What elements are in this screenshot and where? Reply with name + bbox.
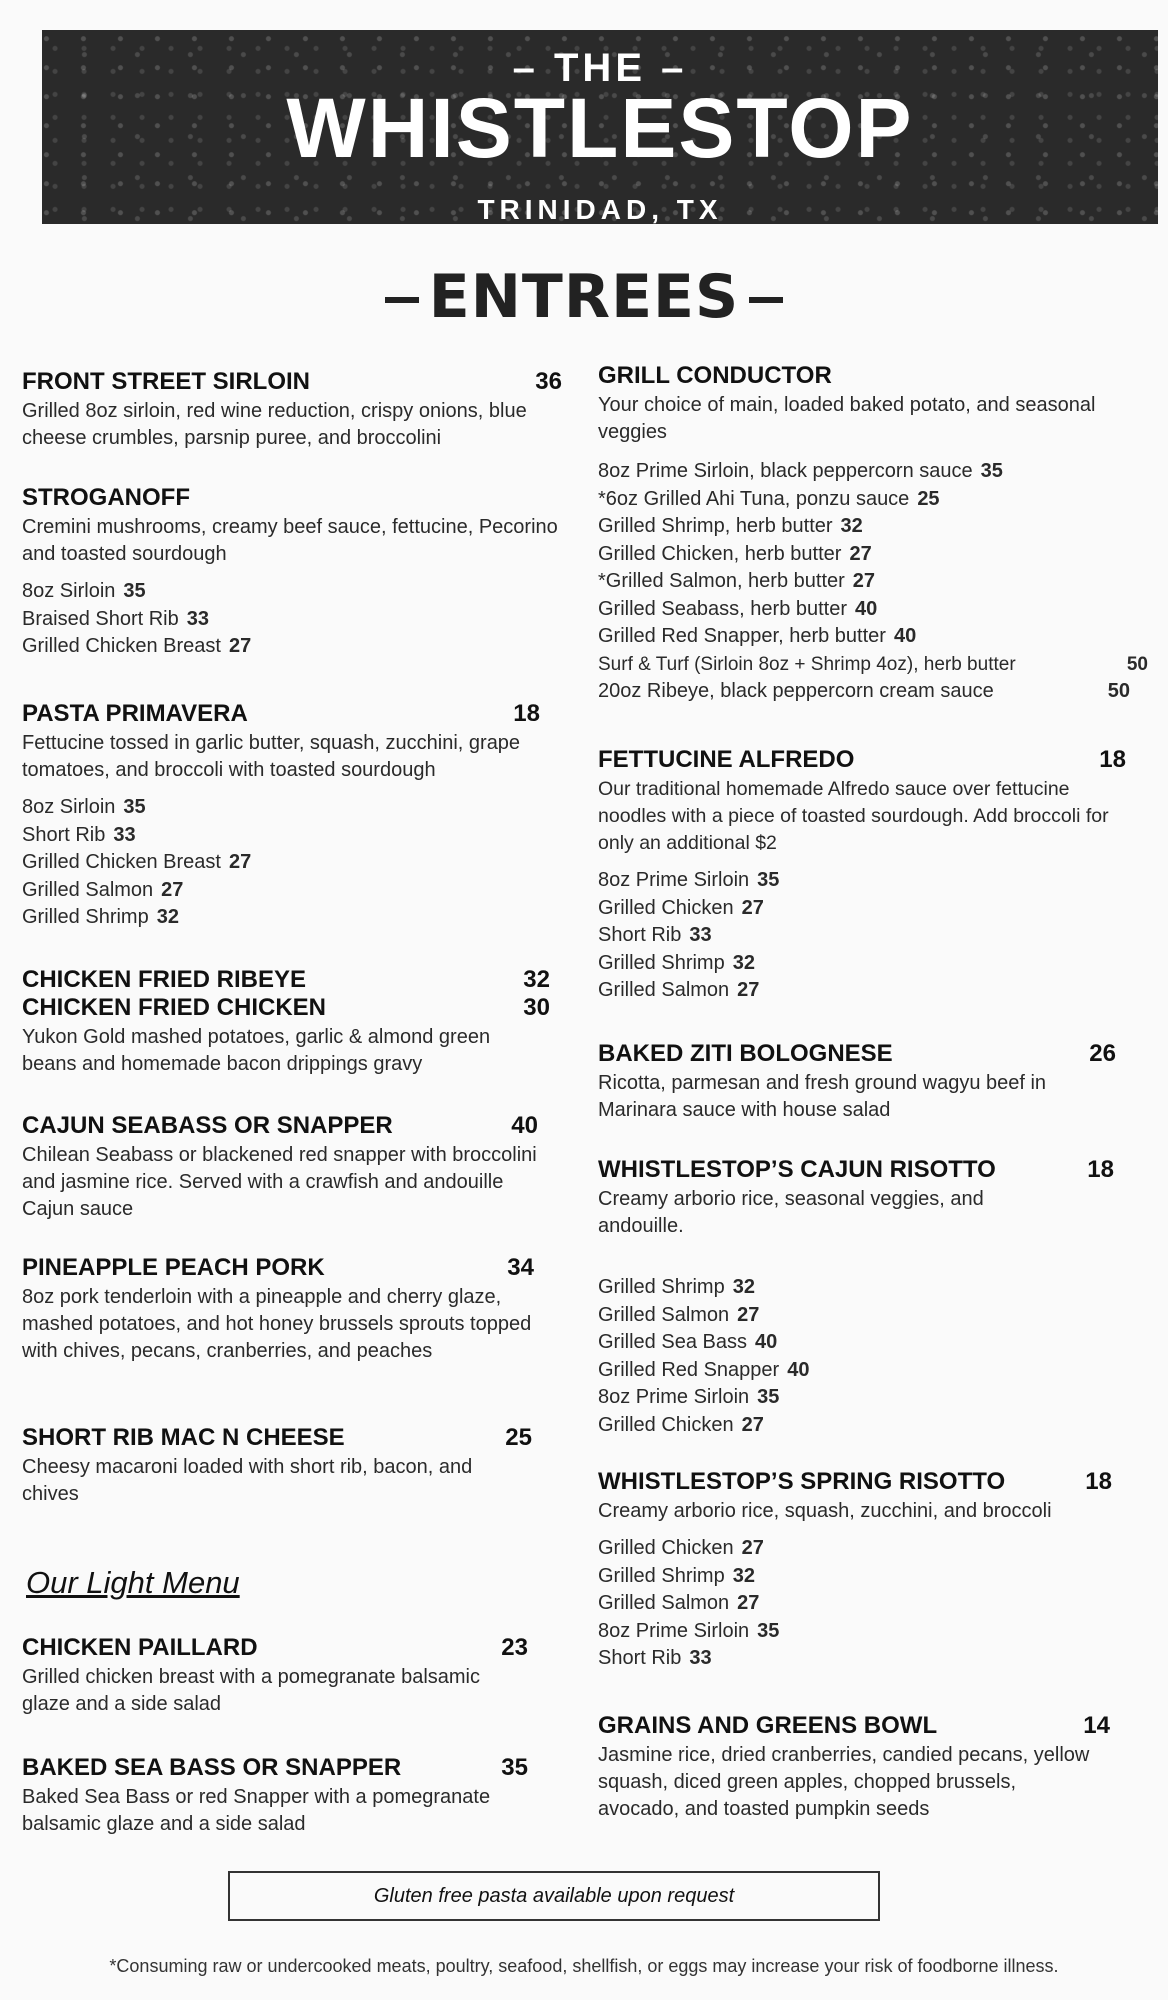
item-price: 23 — [501, 1634, 528, 1661]
option-row — [598, 1535, 1112, 1563]
option-label: 8oz Prime Sirloin — [598, 869, 750, 891]
option-label: 8oz Prime Sirloin — [598, 1386, 750, 1408]
option-price: 27 — [741, 1537, 764, 1559]
menu-item-pasta-primavera — [22, 700, 570, 932]
option-label: Grilled Shrimp — [22, 906, 149, 928]
item-price: 18 — [1099, 746, 1126, 773]
menu-item-cajun-risotto — [598, 1156, 1114, 1439]
option-price: 27 — [737, 1592, 760, 1614]
section-title — [0, 262, 1168, 332]
item-description: Grilled chicken breast with a pomegranate balsamic glaze and a side salad — [22, 1666, 480, 1715]
option-row — [598, 623, 1148, 651]
option-label: Grilled Salmon — [598, 1592, 730, 1614]
option-row — [598, 1357, 1114, 1385]
option-row — [598, 1590, 1112, 1618]
menu-item-baked-sea-bass — [22, 1754, 528, 1838]
restaurant-city: TRINIDAD, TX — [477, 194, 723, 225]
option-price: 35 — [980, 460, 1003, 482]
option-row — [598, 1645, 1112, 1673]
menu-item-grill-conductor — [598, 362, 1148, 706]
item-name: STROGANOFF — [22, 484, 190, 511]
item-options — [22, 578, 562, 661]
option-label: Grilled Shrimp — [598, 951, 725, 974]
option-label: Short Rib — [22, 823, 106, 846]
option-row — [598, 1384, 1114, 1412]
item-price: 25 — [505, 1424, 532, 1451]
option-price: 33 — [113, 823, 136, 846]
item-price: 35 — [501, 1754, 528, 1781]
menu-item-short-rib-mac — [22, 1424, 532, 1508]
restaurant-name: WHISTLESTOP — [286, 81, 914, 175]
option-row — [598, 568, 1148, 596]
option-row — [598, 486, 1148, 514]
health-disclaimer: *Consuming raw or undercooked meats, poultry, seafood, shellfish, or eggs may increase your risk of foodborne illness. — [109, 1956, 1059, 1976]
option-row — [22, 578, 562, 606]
item-price: 32 — [523, 966, 550, 993]
option-row — [22, 849, 570, 877]
item-options — [598, 867, 1126, 1005]
item-options — [598, 1274, 1114, 1439]
option-label: Grilled Shrimp, herb butter — [598, 515, 833, 537]
option-row — [22, 794, 570, 822]
item-name: SHORT RIB MAC N CHEESE — [22, 1424, 345, 1451]
item-description: Creamy arborio rice, squash, zucchini, and broccoli — [598, 1500, 1052, 1522]
option-price: 27 — [852, 570, 876, 592]
option-row — [22, 633, 562, 661]
item-options — [598, 1535, 1112, 1673]
menu-item-chicken-paillard — [22, 1634, 528, 1718]
option-label: *6oz Grilled Ahi Tuna, ponzu sauce — [598, 487, 910, 510]
item-options — [598, 458, 1148, 706]
item-price: 18 — [1085, 1468, 1112, 1495]
item-description: Creamy arborio rice, seasonal veggies, and andouille. — [598, 1188, 984, 1237]
menu-item-fettucine-alfredo — [598, 746, 1126, 1005]
item-name: GRAINS AND GREENS BOWL — [598, 1712, 938, 1739]
item-name: GRILL CONDUCTOR — [598, 362, 832, 389]
option-row — [598, 1618, 1112, 1646]
option-price: 35 — [123, 796, 146, 818]
title-dash-right — [749, 297, 783, 303]
item-name: WHISTLESTOP’S CAJUN RISOTTO — [598, 1156, 996, 1183]
menu-item-chicken-fried — [22, 966, 550, 1078]
item-price: 34 — [507, 1254, 534, 1281]
item-name: CHICKEN PAILLARD — [22, 1634, 258, 1661]
menu-item-stroganoff — [22, 484, 562, 661]
option-label: Grilled Sea Bass — [598, 1331, 747, 1353]
item-name: BAKED ZITI BOLOGNESE — [598, 1040, 893, 1067]
option-price: 32 — [732, 1276, 755, 1298]
item-options — [22, 794, 570, 932]
option-price: 27 — [849, 542, 872, 565]
option-label: Grilled Chicken — [598, 1537, 734, 1559]
item-description: Cremini mushrooms, creamy beef sauce, fettucine, Pecorino and toasted sourdough — [22, 516, 558, 565]
option-price: 35 — [757, 1386, 780, 1408]
item-description: Yukon Gold mashed potatoes, garlic & almond green beans and homemade bacon drippings gravy — [22, 1026, 491, 1075]
option-label: 8oz Prime Sirloin, black peppercorn sauce — [598, 460, 973, 482]
option-label: Short Rib — [598, 1647, 682, 1669]
option-label: Short Rib — [598, 924, 682, 946]
option-price: 32 — [840, 515, 863, 537]
option-label: Grilled Chicken, herb butter — [598, 542, 842, 565]
item-name: WHISTLESTOP’S SPRING RISOTTO — [598, 1468, 1006, 1495]
option-price: 27 — [228, 635, 252, 657]
option-price: 27 — [161, 878, 184, 901]
option-price: 33 — [689, 924, 712, 946]
option-row — [598, 596, 1148, 624]
option-price: 27 — [228, 851, 252, 873]
title-dash-left — [385, 297, 419, 303]
option-row — [22, 822, 570, 850]
option-label: 20oz Ribeye, black peppercorn cream sauce — [598, 680, 994, 702]
option-row — [598, 651, 1148, 679]
item-price: 26 — [1089, 1040, 1116, 1067]
item-description: Fettucine tossed in garlic butter, squash, zucchini, grape tomatoes, and broccoli with toasted sourdough — [22, 732, 521, 781]
item-description: Grilled 8oz sirloin, red wine reduction, crispy onions, blue cheese crumbles, parsnip puree, and broccolini — [22, 400, 527, 449]
option-row — [598, 922, 1126, 950]
menu-item-grains-greens — [598, 1712, 1110, 1823]
option-row — [598, 1274, 1114, 1302]
option-row — [22, 606, 562, 634]
option-price: 40 — [787, 1358, 810, 1381]
item-description: Our traditional homemade Alfredo sauce over fettucine noodles with a piece of toasted sourdough. Add broccoli for only an additional $2 — [598, 778, 1109, 854]
option-label: Grilled Salmon — [22, 878, 154, 901]
menu-item-pineapple-peach-pork — [22, 1254, 534, 1365]
option-label: *Grilled Salmon, herb butter — [598, 570, 845, 592]
item-price: 18 — [513, 700, 540, 727]
item-name: PINEAPPLE PEACH PORK — [22, 1254, 325, 1281]
item-name: CHICKEN FRIED RIBEYE — [22, 966, 307, 993]
option-label: Grilled Chicken Breast — [22, 851, 221, 873]
option-label: Grilled Shrimp — [598, 1276, 725, 1298]
option-row — [22, 877, 570, 905]
option-label: Braised Short Rib — [22, 607, 179, 630]
option-row — [598, 950, 1126, 978]
option-row — [598, 541, 1148, 569]
item-price: 36 — [535, 368, 562, 395]
option-price: 32 — [732, 951, 755, 974]
option-label: Grilled Shrimp — [598, 1564, 725, 1587]
option-price: 27 — [737, 1303, 760, 1326]
item-description: Baked Sea Bass or red Snapper with a pomegranate balsamic glaze and a side salad — [22, 1786, 491, 1835]
option-price: 33 — [186, 607, 209, 630]
item-price: 18 — [1087, 1156, 1114, 1183]
item-name: PASTA PRIMAVERA — [22, 700, 248, 727]
item-description: Cheesy macaroni loaded with short rib, bacon, and chives — [22, 1456, 473, 1505]
option-label: 8oz Sirloin — [22, 796, 116, 818]
item-description: Ricotta, parmesan and fresh ground wagyu beef in Marinara sauce with house salad — [598, 1072, 1047, 1121]
option-price: 50 — [1126, 653, 1148, 675]
option-row — [598, 678, 1148, 706]
menu-item-baked-ziti — [598, 1040, 1116, 1124]
option-row — [598, 513, 1148, 541]
option-row — [598, 1302, 1114, 1330]
item-description: 8oz pork tenderloin with a pineapple and cherry glaze, mashed potatoes, and hot honey brussels sprouts topped with chives, pecans, cranberries, and peaches — [22, 1286, 532, 1362]
option-row — [598, 1563, 1112, 1591]
option-row — [598, 895, 1126, 923]
light-menu-heading: Our Light Menu — [26, 1565, 240, 1600]
item-description: Jasmine rice, dried cranberries, candied pecans, yellow squash, diced green apples, chopped brussels, avocado, and toasted pumpkin seeds — [598, 1744, 1090, 1820]
option-label: Grilled Seabass, herb butter — [598, 597, 848, 620]
option-price: 27 — [741, 896, 764, 919]
gluten-free-note: Gluten free pasta available upon request — [228, 1871, 880, 1921]
item-price: 40 — [511, 1112, 538, 1139]
option-label: Grilled Salmon — [598, 979, 730, 1001]
option-row — [598, 977, 1126, 1005]
item-description: Chilean Seabass or blackened red snapper with broccolini and jasmine rice. Served with a crawfish and andouille Cajun sauce — [22, 1144, 537, 1220]
option-price: 35 — [757, 1619, 780, 1642]
option-row — [598, 1412, 1114, 1440]
item-description: Your choice of main, loaded baked potato, and seasonal veggies — [598, 394, 1096, 443]
item-name: BAKED SEA BASS OR SNAPPER — [22, 1754, 402, 1781]
option-row — [598, 458, 1148, 486]
option-label: Grilled Chicken — [598, 896, 734, 919]
item-price: 30 — [523, 994, 550, 1021]
item-price: 14 — [1083, 1712, 1110, 1739]
option-label: Surf & Turf (Sirloin 8oz + Shrimp 4oz), herb butter — [598, 653, 1016, 675]
option-price: 27 — [737, 979, 760, 1001]
option-label: 8oz Prime Sirloin — [598, 1619, 750, 1642]
option-row — [22, 904, 570, 932]
option-price: 33 — [689, 1647, 712, 1669]
option-price: 40 — [754, 1331, 778, 1353]
option-row — [598, 1329, 1114, 1357]
item-name: CHICKEN FRIED CHICKEN — [22, 994, 327, 1021]
restaurant-banner — [42, 30, 1158, 224]
option-price: 40 — [855, 597, 878, 620]
option-price: 50 — [1107, 680, 1130, 702]
option-price: 27 — [741, 1413, 764, 1436]
option-price: 40 — [893, 625, 917, 647]
item-name: FETTUCINE ALFREDO — [598, 746, 855, 773]
option-price: 25 — [917, 487, 940, 510]
option-price: 32 — [156, 906, 179, 928]
option-price: 35 — [123, 580, 146, 602]
option-row — [598, 867, 1126, 895]
option-label: Grilled Chicken — [598, 1413, 734, 1436]
option-label: Grilled Red Snapper — [598, 1358, 780, 1381]
option-price: 35 — [757, 869, 780, 891]
option-label: Grilled Red Snapper, herb butter — [598, 625, 886, 647]
option-label: Grilled Salmon — [598, 1303, 730, 1326]
option-label: 8oz Sirloin — [22, 580, 116, 602]
menu-item-cajun-seabass — [22, 1112, 538, 1223]
banner-the: – THE – — [512, 46, 688, 90]
option-price: 32 — [732, 1564, 755, 1587]
section-title-text: ENTREES — [428, 262, 740, 332]
option-label: Grilled Chicken Breast — [22, 635, 221, 657]
item-name: CAJUN SEABASS OR SNAPPER — [22, 1112, 393, 1139]
menu-item-spring-risotto — [598, 1468, 1112, 1673]
menu-item-front-street-sirloin — [22, 368, 562, 452]
item-name: FRONT STREET SIRLOIN — [22, 368, 310, 395]
